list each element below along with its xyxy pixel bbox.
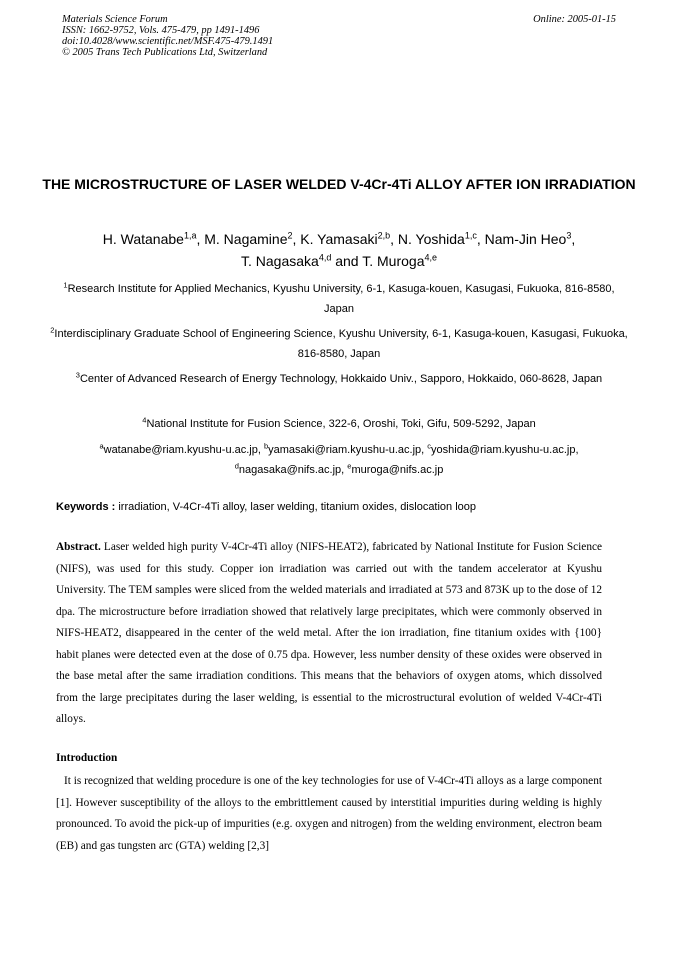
email-list xyxy=(48,440,630,480)
affiliation-sup: 2 xyxy=(50,325,55,335)
affiliation-text: Research Institute for Applied Mechanics, Kyushu University, 6-1, Kasuga-kouen, Kasugasi, Fukuoka, 816-8580, Japan xyxy=(67,283,615,315)
author-sup: 1,c xyxy=(464,230,477,241)
affiliation-2 xyxy=(48,324,630,364)
abstract xyxy=(56,537,602,731)
journal-doi: doi:10.4028/www.scientific.net/MSF.475-479.1491 xyxy=(62,36,274,47)
email-address[interactable]: yamasaki@riam.kyushu-u.ac.jp, xyxy=(268,444,428,456)
journal-issn: ISSN: 1662-9752, Vols. 475-479, pp 1491-1496 xyxy=(62,25,260,36)
email-sup: e xyxy=(347,461,352,471)
paper-title: THE MICROSTRUCTURE OF LASER WELDED V-4Cr-4Ti ALLOY AFTER ION IRRADIATION xyxy=(42,176,636,192)
affiliation-text: Interdisciplinary Graduate School of Engineering Science, Kyushu University, 6-1, Kasuga-kouen, Kasugasi, Fukuoka, 816-8580, Japan xyxy=(54,328,628,360)
author-separator: , xyxy=(571,231,576,247)
affiliation-4 xyxy=(48,414,630,434)
author-separator: , xyxy=(390,231,398,247)
journal-copyright: © 2005 Trans Tech Publications Ltd, Switzerland xyxy=(62,47,268,58)
author-separator: , xyxy=(196,231,205,247)
email-address[interactable]: muroga@nifs.ac.jp xyxy=(351,464,444,476)
abstract-text: Laser welded high purity V-4Cr-4Ti alloy (NIFS-HEAT2), fabricated by National Institute for Fusion Science (NIFS), was used for this study. Copper ion irradiation was carried out with the tandem accelerator at Kyushu University. The TEM samples were sliced from the welded materials and irradiated at 573 and 873K up to the dose of 12 dpa. The microstructure before irradiation showed that relatively large precipitates, which were commonly observed in NIFS-HEAT2, disappeared in the center of the weld metal. After the ion irradiation, fine titanium oxides with {100} habit planes were detected even at the dose of 0.75 dpa. However, less number density of these oxides were observed in the base metal after the same irradiation conditions. This means that the behaviors of oxygen atoms, which dissolved from the large precipitates during the laser welding, is essential to the microstructural evolution of welded V-4Cr-4Ti alloys. xyxy=(56,541,602,725)
keywords-label: Keywords : xyxy=(56,501,116,513)
email-sup: b xyxy=(263,441,269,451)
author-sup: 4,e xyxy=(424,252,437,263)
author-sup: 4,d xyxy=(318,252,332,263)
author-name: M. Nagamine xyxy=(204,231,288,247)
affiliation-sup: 3 xyxy=(75,370,80,380)
journal-header xyxy=(62,14,616,58)
online-date: Online: 2005-01-15 xyxy=(533,14,616,25)
author-name: K. Yamasaki xyxy=(300,231,378,247)
author-name: T. Muroga xyxy=(362,253,425,269)
author-sup: 1,a xyxy=(183,230,197,241)
author-separator: , xyxy=(292,231,301,247)
affiliation-sup: 1 xyxy=(63,280,68,290)
journal-name: Materials Science Forum xyxy=(62,14,168,25)
email-sup: a xyxy=(99,441,104,451)
email-address[interactable]: yoshida@riam.kyushu-u.ac.jp, xyxy=(431,444,579,456)
email-sup: c xyxy=(427,441,432,451)
email-address[interactable]: nagasaka@nifs.ac.jp, xyxy=(238,464,348,476)
affiliation-text: National Institute for Fusion Science, 322-6, Oroshi, Toki, Gifu, 509-5292, Japan xyxy=(146,418,536,430)
author-list xyxy=(40,228,638,272)
author-name: N. Yoshida xyxy=(397,231,465,247)
keywords-text: irradiation, V-4Cr-4Ti alloy, laser welding, titanium oxides, dislocation loop xyxy=(115,501,477,513)
author-sup: 3 xyxy=(566,230,572,241)
introduction-text: It is recognized that welding procedure is one of the key technologies for use of V-4Cr-4Ti alloys as a large component [1]. However susceptibility of the alloys to the embrittlement caused by interstitial impurities during welding is highly pronounced. To avoid the pick-up of impurities (e.g. oxygen and nitrogen) from the welding environment, electron beam (EB) and gas tungsten arc (GTA) welding [2,3] xyxy=(56,775,602,852)
abstract-label: Abstract. xyxy=(56,541,101,553)
author-name: T. Nagasaka xyxy=(241,253,319,269)
email-address[interactable]: watanabe@riam.kyushu-u.ac.jp, xyxy=(103,444,264,456)
affiliation-3 xyxy=(48,369,630,389)
affiliation-sup: 4 xyxy=(142,415,147,425)
author-name: Nam-Jin Heo xyxy=(484,231,567,247)
affiliation-text: Center of Advanced Research of Energy Technology, Hokkaido Univ., Sapporo, Hokkaido, 060-8628, Japan xyxy=(79,373,603,385)
keywords xyxy=(56,499,622,515)
author-sup: 2,b xyxy=(377,230,391,241)
author-name: H. Watanabe xyxy=(102,231,184,247)
author-separator: , xyxy=(476,231,485,247)
email-sup: d xyxy=(234,461,239,471)
author-separator: and xyxy=(331,253,363,269)
author-sup: 2 xyxy=(287,230,293,241)
introduction-heading: Introduction xyxy=(56,752,118,764)
affiliation-1 xyxy=(48,279,630,319)
